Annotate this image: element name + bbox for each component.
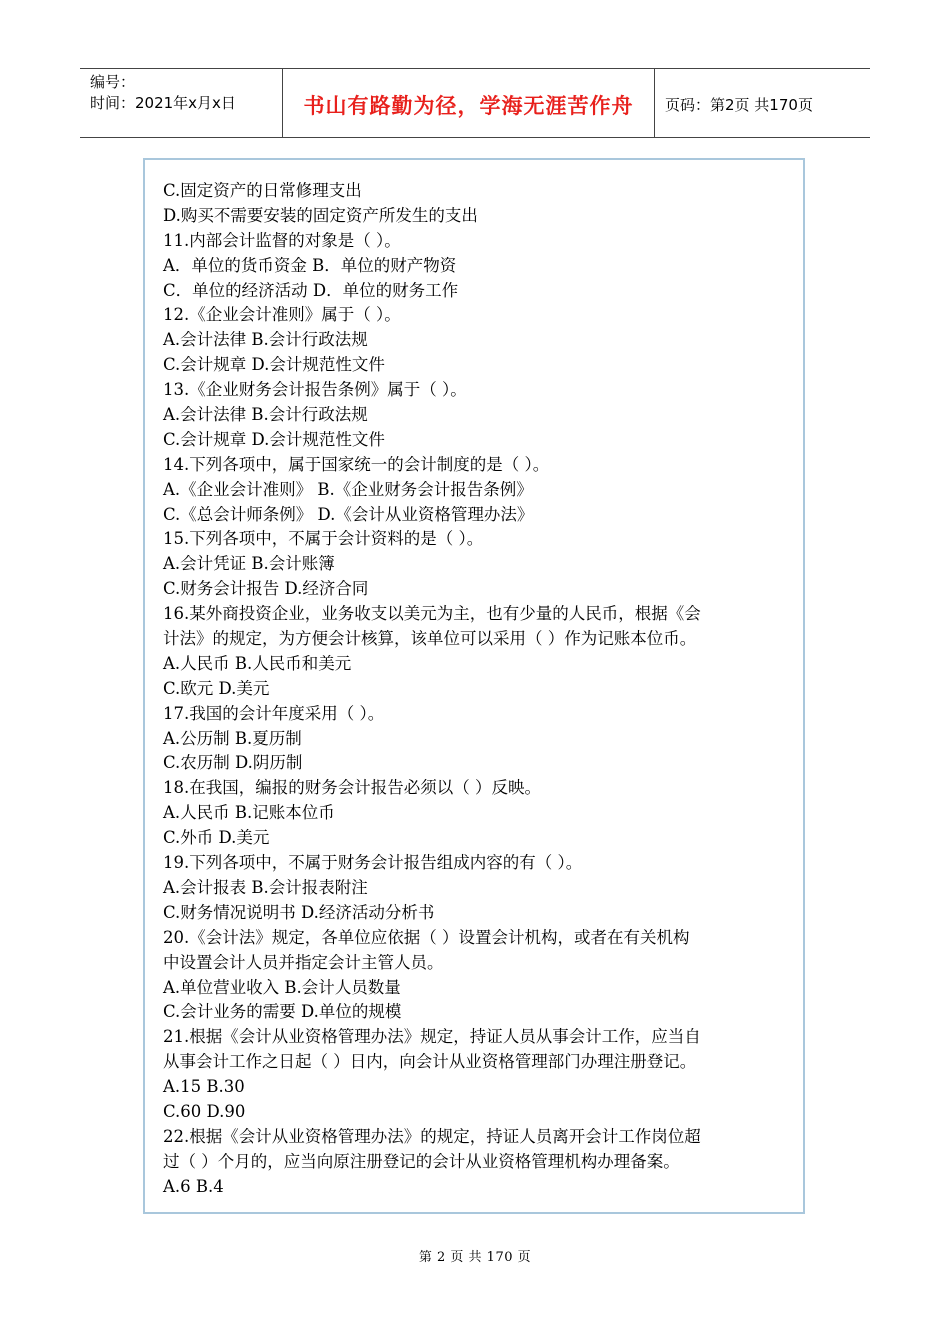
text-line: A.单位营业收入 B.会计人员数量: [163, 977, 401, 997]
header-meta: [80, 69, 283, 137]
text-line: A.15 B.30: [163, 1077, 245, 1097]
text-line: C.会计规章 D.会计规范性文件: [163, 355, 385, 375]
text-line: 18.在我国，编报的财务会计报告必须以（ ）反映。: [163, 778, 541, 798]
text-line: C.60 D.90: [163, 1101, 246, 1121]
text-line: A.《企业会计准则》 B.《企业财务会计报告条例》: [163, 479, 533, 499]
text-line: 16.某外商投资企业，业务收支以美元为主，也有少量的人民币，根据《会: [163, 604, 701, 624]
text-line: D.购买不需要安装的固定资产所发生的支出: [163, 205, 478, 225]
text-line: A.公历制 B.夏历制: [163, 728, 302, 748]
text-line: 21.根据《会计从业资格管理办法》规定，持证人员从事会计工作，应当自: [163, 1027, 701, 1047]
text-line: A.人民币 B.记账本位币: [163, 803, 335, 823]
header-motto-cell: [283, 69, 655, 137]
text-line: 13.《企业财务会计报告条例》属于（ ）。: [163, 380, 467, 400]
text-line: C.会计规章 D.会计规范性文件: [163, 429, 385, 449]
question-list: [163, 179, 789, 1200]
text-line: C.外币 D.美元: [163, 828, 270, 848]
document-number: 编号：: [90, 73, 136, 91]
text-line: 12.《企业会计准则》属于（ ）。: [163, 305, 401, 325]
text-line: C.农历制 D.阴历制: [163, 753, 303, 773]
text-line: C．单位的经济活动 D．单位的财务工作: [163, 280, 459, 300]
text-line: C.欧元 D.美元: [163, 678, 270, 698]
text-line: 11.内部会计监督的对象是（ ）。: [163, 230, 401, 250]
text-line: A.会计法律 B.会计行政法规: [163, 405, 368, 425]
text-line: A.会计凭证 B.会计账簿: [163, 554, 335, 574]
text-line: 计法》的规定，为方便会计核算，该单位可以采用（ ）作为记账本位币。: [163, 629, 697, 649]
text-line: C.会计业务的需要 D.单位的规模: [163, 1002, 402, 1022]
text-line: 20.《会计法》规定，各单位应依据（ ）设置会计机构，或者在有关机构: [163, 927, 690, 947]
text-line: 中设置会计人员并指定会计主管人员。: [163, 952, 444, 972]
text-line: A.会计报表 B.会计报表附注: [163, 877, 368, 897]
text-line: C.财务会计报告 D.经济合同: [163, 579, 369, 599]
text-line: C.《总会计师条例》 D.《会计从业资格管理办法》: [163, 504, 534, 524]
text-line: 从事会计工作之日起（ ）日内，向会计从业资格管理部门办理注册登记。: [163, 1052, 697, 1072]
text-line: A．单位的货币资金 B．单位的财产物资: [163, 255, 457, 275]
content-box: [143, 158, 805, 1214]
page-header: [80, 68, 870, 138]
text-line: A.6 B.4: [163, 1176, 224, 1196]
text-line: 14.下列各项中，属于国家统一的会计制度的是（ ）。: [163, 454, 550, 474]
text-line: A.会计法律 B.会计行政法规: [163, 330, 368, 350]
text-line: 22.根据《会计从业资格管理办法》的规定，持证人员离开会计工作岗位超: [163, 1126, 701, 1146]
text-line: 15.下列各项中，不属于会计资料的是（ ）。: [163, 529, 484, 549]
page-footer: 第 2 页 共 170 页: [418, 1250, 532, 1265]
text-line: 17.我国的会计年度采用（ ）。: [163, 703, 385, 723]
motto: 书山有路勤为径，学海无涯苦作舟: [303, 94, 634, 118]
header-page-number: 页码：第2页 共170页: [665, 95, 813, 114]
header-page-cell: [655, 69, 870, 137]
text-line: 19.下列各项中，不属于财务会计报告组成内容的有（ ）。: [163, 853, 583, 873]
text-line: C.财务情况说明书 D.经济活动分析书: [163, 902, 435, 922]
text-line: 过（ ）个月的，应当向原注册登记的会计从业资格管理机构办理备案。: [163, 1151, 680, 1171]
text-line: C.固定资产的日常修理支出: [163, 181, 362, 200]
document-date: 时间：2021年x月x日: [90, 94, 236, 112]
text-line: A.人民币 B.人民币和美元: [163, 653, 352, 673]
